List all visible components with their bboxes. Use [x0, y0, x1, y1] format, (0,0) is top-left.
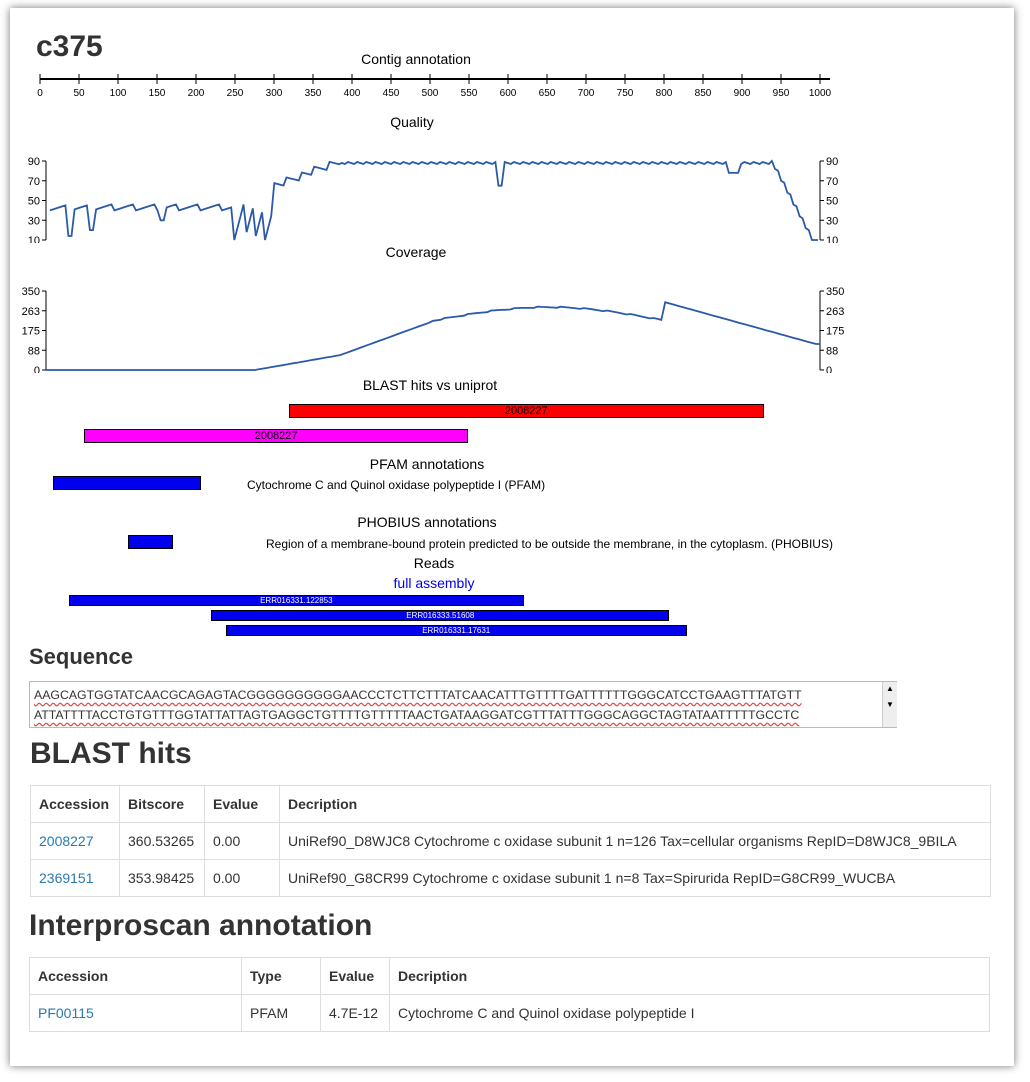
- description-cell: UniRef90_D8WJC8 Cytochrome c oxidase subunit 1 n=126 Tax=cellular organisms RepID=D8WJC8_9BILA: [280, 823, 991, 860]
- ruler-tick-label: 800: [655, 88, 673, 99]
- blast-hits-table: [30, 785, 991, 897]
- sequence-heading: Sequence: [29, 644, 133, 669]
- ruler-tick-label: 500: [421, 88, 439, 99]
- quality-title: Quality: [390, 114, 434, 130]
- ruler-tick-label: 0: [37, 88, 43, 99]
- accession-cell: [30, 995, 242, 1032]
- y-axis-label: 263: [826, 305, 845, 318]
- contig-id: c375: [36, 30, 103, 63]
- y-axis-label: 88: [826, 345, 839, 358]
- interproscan-heading: Interproscan annotation: [29, 909, 373, 942]
- blast-hit-bar[interactable]: [84, 429, 468, 443]
- column-header: Evalue: [321, 958, 390, 995]
- description-cell: UniRef90_G8CR99 Cytochrome c oxidase subunit 1 n=8 Tax=Spirurida RepID=G8CR99_WUCBA: [280, 860, 991, 897]
- table-row: [30, 995, 990, 1032]
- y-axis-label: 10: [27, 235, 40, 243]
- y-axis-label: 350: [21, 286, 40, 298]
- read-bar[interactable]: [211, 610, 669, 621]
- phobius-annotation-label: Region of a membrane-bound protein predicted to be outside the membrane, in the cytoplasm. (PHOBIUS): [266, 537, 833, 551]
- read-label: ERR016331.122853: [260, 596, 333, 605]
- column-header: Bitscore: [120, 786, 205, 823]
- sequence-textarea[interactable]: [29, 681, 897, 728]
- ruler-tick-label: 950: [772, 88, 790, 99]
- pfam-annotation-bar[interactable]: [53, 476, 201, 490]
- ruler-tick-label: 650: [538, 88, 556, 99]
- sequence-scrollbar[interactable]: [882, 682, 897, 727]
- description-cell: Cytochrome C and Quinol oxidase polypeptide I: [390, 995, 990, 1032]
- scroll-down-icon[interactable]: ▼: [886, 700, 894, 709]
- read-bar[interactable]: [69, 595, 524, 606]
- ruler-tick-label: 550: [460, 88, 478, 99]
- evalue-cell: 0.00: [205, 823, 280, 860]
- coverage-plot: [10, 273, 880, 373]
- sequence-line: AAGCAGTGGTATCAACGCAGAGTACGGGGGGGGGGAACCCTCTTCTTTATCAACATTTGTTTTGATTTTTTGGGCATCCTGAAGTTTATGTT: [34, 688, 802, 702]
- ruler-tick-label: 700: [577, 88, 595, 99]
- y-axis-label: 30: [27, 215, 40, 228]
- read-bar[interactable]: [226, 625, 687, 636]
- phobius-track-title: PHOBIUS annotations: [357, 514, 497, 530]
- accession-cell: [31, 823, 120, 860]
- table-header-row: [31, 786, 991, 823]
- column-header: Decription: [390, 958, 990, 995]
- coverage-title: Coverage: [385, 244, 447, 260]
- evalue-cell: 0.00: [205, 860, 280, 897]
- blast-hits-heading: BLAST hits: [30, 737, 192, 770]
- column-header: Decription: [280, 786, 991, 823]
- y-axis-label: 175: [826, 325, 845, 338]
- ruler-tick-label: 50: [73, 88, 85, 99]
- table-row: [31, 823, 991, 860]
- bitscore-cell: 353.98425: [120, 860, 205, 897]
- ruler-tick-label: 750: [616, 88, 634, 99]
- type-cell: PFAM: [242, 995, 321, 1032]
- ruler-tick-label: 150: [148, 88, 166, 99]
- ruler-tick-label: 1000: [808, 88, 832, 99]
- quality-plot: [10, 143, 880, 243]
- table-header-row: [30, 958, 990, 995]
- y-axis-label: 10: [826, 235, 839, 243]
- y-axis-label: 70: [826, 175, 839, 188]
- y-axis-label: 88: [27, 345, 40, 358]
- quality-line: [50, 161, 818, 240]
- full-assembly-link[interactable]: full assembly: [393, 575, 475, 591]
- y-axis-label: 90: [27, 156, 40, 168]
- accession-link[interactable]: 2008227: [39, 833, 94, 849]
- ruler-tick-label: 250: [226, 88, 244, 99]
- accession-link[interactable]: 2369151: [39, 870, 94, 886]
- y-axis-label: 70: [27, 175, 40, 188]
- reads-track-title: Reads: [413, 555, 455, 571]
- ruler-tick-label: 200: [187, 88, 205, 99]
- y-axis-label: 50: [27, 195, 40, 208]
- coverage-line: [46, 302, 820, 370]
- y-axis-label: 0: [33, 365, 40, 373]
- ruler-tick-label: 900: [733, 88, 751, 99]
- y-axis-label: 350: [826, 286, 845, 298]
- blast-hit-label: 2008227: [504, 405, 548, 417]
- interproscan-table: [29, 957, 990, 1032]
- sequence-line: ATTATTTTACCTGTGTTTGGTATTATTAGTGAGGCTGTTTTGTTTTTAACTGATAAGGATCGTTTATTTGGGCAGGCTAGTATAATTTTTGCCTC: [34, 708, 800, 722]
- read-label: ERR016331.17631: [422, 626, 491, 635]
- pfam-track-title: PFAM annotations: [369, 456, 485, 472]
- ruler-tick-label: 400: [343, 88, 361, 99]
- contig-ruler: [30, 70, 840, 100]
- y-axis-label: 175: [21, 325, 40, 338]
- ruler-tick-label: 850: [694, 88, 712, 99]
- pfam-annotation-label: Cytochrome C and Quinol oxidase polypeptide I (PFAM): [247, 478, 546, 492]
- y-axis-label: 0: [826, 365, 833, 373]
- column-header: Type: [242, 958, 321, 995]
- y-axis-label: 263: [21, 305, 40, 318]
- ruler-tick-label: 600: [499, 88, 517, 99]
- contig-annotation-title: Contig annotation: [361, 51, 471, 67]
- column-header: Accession: [31, 786, 120, 823]
- bitscore-cell: 360.53265: [120, 823, 205, 860]
- evalue-cell: 4.7E-12: [321, 995, 390, 1032]
- blast-hit-label: 2008227: [254, 430, 298, 442]
- phobius-annotation-bar[interactable]: [128, 535, 173, 549]
- y-axis-label: 30: [826, 215, 839, 228]
- ruler-tick-label: 100: [109, 88, 127, 99]
- y-axis-label: 50: [826, 195, 839, 208]
- blast-hit-bar[interactable]: [289, 404, 764, 418]
- ruler-tick-label: 450: [382, 88, 400, 99]
- read-label: ERR016333.51608: [406, 611, 475, 620]
- ruler-tick-label: 350: [304, 88, 322, 99]
- scroll-up-icon[interactable]: ▲: [886, 684, 894, 693]
- ruler-tick-label: 300: [265, 88, 283, 99]
- page-frame: [10, 8, 1014, 1066]
- y-axis-label: 90: [826, 156, 839, 168]
- accession-link[interactable]: PF00115: [38, 1005, 94, 1021]
- column-header: Evalue: [205, 786, 280, 823]
- table-row: [31, 860, 991, 897]
- column-header: Accession: [30, 958, 242, 995]
- accession-cell: [31, 860, 120, 897]
- blast-track-title: BLAST hits vs uniprot: [362, 377, 498, 393]
